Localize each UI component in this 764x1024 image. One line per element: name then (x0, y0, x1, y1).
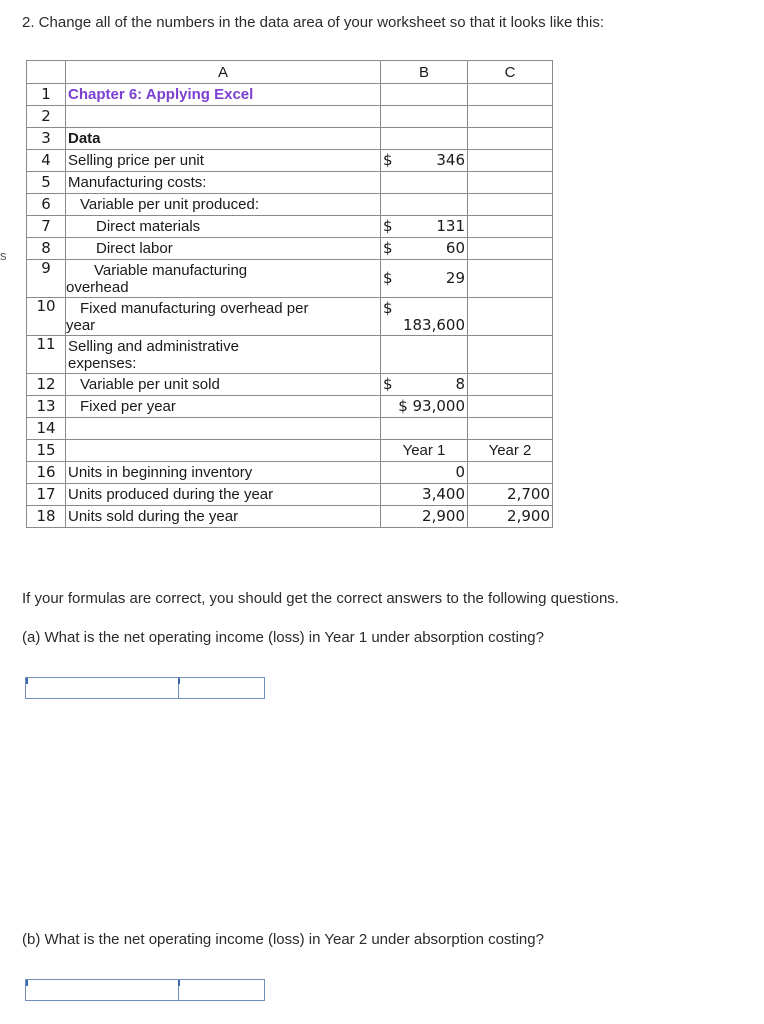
cell-c1 (468, 84, 553, 106)
row-number: 15 (27, 440, 66, 462)
direct-materials-value (381, 216, 468, 238)
answer-b-input[interactable] (25, 979, 265, 1001)
cell-b2 (381, 106, 468, 128)
field-marker (26, 980, 28, 986)
row-number: 8 (27, 238, 66, 260)
cell-b1 (381, 84, 468, 106)
sheet-row-12 (27, 374, 553, 396)
cell-b11 (381, 336, 468, 374)
sheet-row-5 (27, 172, 553, 194)
row-number: 2 (27, 106, 66, 128)
sheet-row-17 (27, 484, 553, 506)
cell-c5 (468, 172, 553, 194)
label-line-2: expenses: (68, 354, 137, 372)
cell-c3 (468, 128, 553, 150)
column-header-a: A (66, 61, 381, 84)
sheet-row-13 (27, 396, 553, 418)
amount: 8 (455, 375, 465, 393)
cell-c2 (468, 106, 553, 128)
row-number: 4 (27, 150, 66, 172)
fixed-overhead-value (381, 298, 468, 336)
row-number: 1 (27, 84, 66, 106)
column-header-row (27, 61, 553, 84)
cell-a14 (66, 418, 381, 440)
amount: 60 (445, 239, 465, 257)
sheet-title: Chapter 6: Applying Excel (66, 84, 381, 106)
row-number: 5 (27, 172, 66, 194)
question-a: (a) What is the net operating income (loss) in Year 1 under absorption costing? (22, 629, 544, 646)
variable-per-unit-sold-value (381, 374, 468, 396)
column-header-b: B (381, 61, 468, 84)
manufacturing-costs-label: Manufacturing costs: (66, 172, 381, 194)
direct-labor-value (381, 238, 468, 260)
amount: 346 (436, 151, 465, 169)
row-number: 14 (27, 418, 66, 440)
column-header-c: C (468, 61, 553, 84)
answer-b-value-field[interactable] (179, 980, 264, 1000)
year-2-header: Year 2 (468, 440, 553, 462)
data-heading: Data (66, 128, 381, 150)
direct-materials-label: Direct materials (66, 216, 381, 238)
cell-c6 (468, 194, 553, 216)
sheet-row-11 (27, 336, 553, 374)
field-marker (178, 678, 180, 684)
sheet-row-14 (27, 418, 553, 440)
currency-symbol: $ (383, 298, 393, 317)
fixed-per-year-label: Fixed per year (66, 396, 381, 418)
label-line-1: Selling and administrative (68, 337, 239, 355)
units-produced-year1: 3,400 (381, 484, 468, 506)
units-produced-label: Units produced during the year (66, 484, 381, 506)
row-number: 16 (27, 462, 66, 484)
variable-per-unit-produced-label: Variable per unit produced: (66, 194, 381, 216)
question-b: (b) What is the net operating income (loss) in Year 2 under absorption costing? (22, 931, 544, 948)
field-marker (178, 980, 180, 986)
cell-b3 (381, 128, 468, 150)
beginning-inventory-year1: 0 (381, 462, 468, 484)
sheet-row-10 (27, 298, 553, 336)
currency-symbol: $ (383, 269, 393, 287)
sheet-row-2 (27, 106, 553, 128)
amount: 183,600 (402, 315, 465, 334)
label-line-2: overhead (66, 278, 129, 296)
label-line-2: year (66, 316, 96, 334)
cell-c14 (468, 418, 553, 440)
margin-mark: s (0, 248, 7, 263)
answer-a-input[interactable] (25, 677, 265, 699)
label-line-1: Fixed manufacturing overhead per (80, 299, 309, 317)
sheet-row-7 (27, 216, 553, 238)
worksheet-table (26, 60, 553, 528)
fixed-per-year-value: $ 93,000 (381, 396, 468, 418)
selling-price-value (381, 150, 468, 172)
row-number: 18 (27, 506, 66, 528)
row-number: 3 (27, 128, 66, 150)
amount: 29 (445, 269, 465, 287)
row-number: 7 (27, 216, 66, 238)
row-number: 10 (27, 298, 66, 336)
variable-per-unit-sold-label: Variable per unit sold (66, 374, 381, 396)
amount: 131 (436, 217, 465, 235)
year-1-header: Year 1 (381, 440, 468, 462)
row-number: 13 (27, 396, 66, 418)
fixed-overhead-label (66, 298, 381, 336)
label-line-1: Variable manufacturing (94, 261, 248, 279)
answer-a-value-field[interactable] (179, 678, 264, 698)
sheet-row-16 (27, 462, 553, 484)
units-sold-year1: 2,900 (381, 506, 468, 528)
row-number: 6 (27, 194, 66, 216)
variable-overhead-value (381, 260, 468, 298)
cell-b14 (381, 418, 468, 440)
cell-c7 (468, 216, 553, 238)
answer-a-label-field[interactable] (26, 678, 179, 698)
selling-price-label: Selling price per unit (66, 150, 381, 172)
row-number: 11 (27, 336, 66, 374)
cell-c13 (468, 396, 553, 418)
intro-text: If your formulas are correct, you should get the correct answers to the following questions. (22, 590, 619, 607)
row-number: 9 (27, 260, 66, 298)
field-marker (26, 678, 28, 684)
units-sold-label: Units sold during the year (66, 506, 381, 528)
sheet-row-18 (27, 506, 553, 528)
cell-c11 (468, 336, 553, 374)
cell-c9 (468, 260, 553, 298)
cell-c16 (468, 462, 553, 484)
sheet-row-3 (27, 128, 553, 150)
row-number: 12 (27, 374, 66, 396)
sheet-row-1 (27, 84, 553, 106)
sheet-row-8 (27, 238, 553, 260)
corner-cell (27, 61, 66, 84)
currency-symbol: $ (383, 217, 393, 235)
sheet-row-6 (27, 194, 553, 216)
currency-symbol: $ (383, 375, 393, 393)
row-number: 17 (27, 484, 66, 506)
answer-b-label-field[interactable] (26, 980, 179, 1000)
cell-a15 (66, 440, 381, 462)
cell-c10 (468, 298, 553, 336)
cell-c4 (468, 150, 553, 172)
cell-b5 (381, 172, 468, 194)
sheet-row-4 (27, 150, 553, 172)
sheet-row-15 (27, 440, 553, 462)
variable-overhead-label (66, 260, 381, 298)
units-produced-year2: 2,700 (468, 484, 553, 506)
direct-labor-label: Direct labor (66, 238, 381, 260)
cell-c12 (468, 374, 553, 396)
currency-symbol: $ (383, 151, 393, 169)
units-sold-year2: 2,900 (468, 506, 553, 528)
currency-symbol: $ (383, 239, 393, 257)
sheet-row-9 (27, 260, 553, 298)
cell-b6 (381, 194, 468, 216)
selling-admin-label (66, 336, 381, 374)
cell-a2 (66, 106, 381, 128)
cell-c8 (468, 238, 553, 260)
beginning-inventory-label: Units in beginning inventory (66, 462, 381, 484)
instruction-text: 2. Change all of the numbers in the data area of your worksheet so that it looks like this: (22, 14, 604, 31)
